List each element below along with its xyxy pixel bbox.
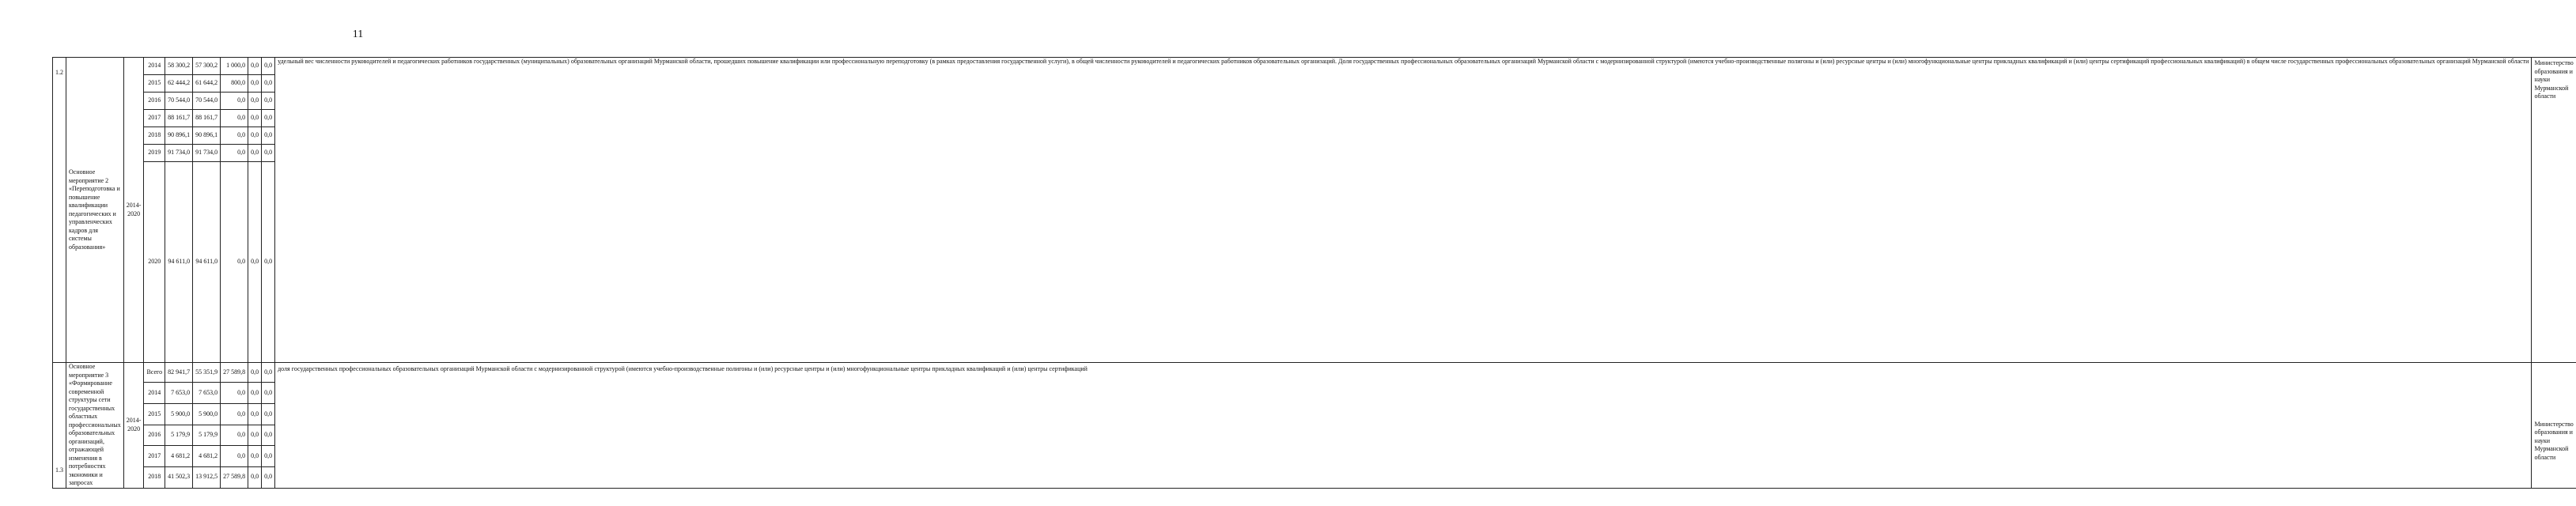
other-sources-cell: 0,0 xyxy=(262,446,275,467)
federal-budget-cell: 0,0 xyxy=(221,425,248,446)
other-sources-cell: 0,0 xyxy=(262,425,275,446)
other-sources-cell: 0,0 xyxy=(262,466,275,488)
total-cell: 90 896,1 xyxy=(165,127,193,145)
regional-budget-cell: 94 611,0 xyxy=(193,162,221,363)
total-cell: 7 653,0 xyxy=(165,383,193,404)
total-cell: 62 444,2 xyxy=(165,75,193,93)
regional-budget-cell: 55 351,9 xyxy=(193,363,221,383)
total-cell: 41 502,3 xyxy=(165,466,193,488)
total-cell: 94 611,0 xyxy=(165,162,193,363)
activity-description: Основное мероприятие 2 «Переподготовка и повышение квалификации педагогических и управленческих кадров для системы образования» xyxy=(66,58,124,363)
total-cell: 5 900,0 xyxy=(165,404,193,425)
regional-budget-cell: 57 300,2 xyxy=(193,58,221,75)
table-row xyxy=(53,363,2576,383)
activity-number: 1.2 xyxy=(53,58,66,363)
activity-number: 1.3 xyxy=(53,363,66,489)
year-cell: 2015 xyxy=(144,404,165,425)
other-sources-cell: 0,0 xyxy=(262,162,275,363)
program-activities-table xyxy=(52,57,2576,489)
other-sources-cell: 0,0 xyxy=(262,404,275,425)
year-cell: Всего xyxy=(144,363,165,383)
other-sources-cell: 0,0 xyxy=(262,127,275,145)
federal-budget-cell: 0,0 xyxy=(221,404,248,425)
local-budget-cell: 0,0 xyxy=(248,145,262,162)
federal-budget-cell: 0,0 xyxy=(221,127,248,145)
regional-budget-cell: 91 734,0 xyxy=(193,145,221,162)
total-cell: 5 179,9 xyxy=(165,425,193,446)
local-budget-cell: 0,0 xyxy=(248,425,262,446)
federal-budget-cell: 1 000,0 xyxy=(221,58,248,75)
other-sources-cell: 0,0 xyxy=(262,383,275,404)
year-cell: 2018 xyxy=(144,127,165,145)
local-budget-cell: 0,0 xyxy=(248,363,262,383)
year-cell: 2016 xyxy=(144,425,165,446)
page-number: 11 xyxy=(352,28,364,40)
regional-budget-cell: 88 161,7 xyxy=(193,110,221,127)
regional-budget-cell: 7 653,0 xyxy=(193,383,221,404)
regional-budget-cell: 5 179,9 xyxy=(193,425,221,446)
local-budget-cell: 0,0 xyxy=(248,466,262,488)
local-budget-cell: 0,0 xyxy=(248,110,262,127)
target-indicator: удельный вес численности руководителей и педагогических работников государственных (муниципальных) образовательных организаций Мурманской области, прошедших повышение квалификации или профессиональную переподготовку (в рамках предоставления государственной услуги), в общей численности руководителей и педагогических работников образовательных организаций. Доля государственных профессиональных образовательных организаций Мурманской области с модернизированной структурой (имеются учебно-производственные полигоны и (или) ресурсные центры и (или) многофункциональные центры прикладных квалификаций и (или) центры сертификаций профессиональных квалификаций) в общем числе государственных профессиональных образовательных организаций Мурманской области xyxy=(275,58,2532,363)
responsible-executor: Министерство образования и науки Мурманской области xyxy=(2532,363,2576,489)
federal-budget-cell: 0,0 xyxy=(221,145,248,162)
table-row xyxy=(53,58,2576,75)
federal-budget-cell: 0,0 xyxy=(221,110,248,127)
local-budget-cell: 0,0 xyxy=(248,162,262,363)
target-indicator: доля государственных профессиональных образовательных организаций Мурманской области с модернизированной структурой (имеются учебно-производственные полигоны и (или) ресурсные центры и (или) многофункциональные центры прикладных квалификаций и (или) центры сертификаций xyxy=(275,363,2532,489)
local-budget-cell: 0,0 xyxy=(248,58,262,75)
other-sources-cell: 0,0 xyxy=(262,110,275,127)
federal-budget-cell: 800,0 xyxy=(221,75,248,93)
responsible-executor: Министерство образования и науки Мурманской области xyxy=(2532,58,2576,363)
regional-budget-cell: 61 644,2 xyxy=(193,75,221,93)
total-cell: 4 681,2 xyxy=(165,446,193,467)
federal-budget-cell: 27 589,8 xyxy=(221,363,248,383)
regional-budget-cell: 13 912,5 xyxy=(193,466,221,488)
year-cell: 2017 xyxy=(144,110,165,127)
federal-budget-cell: 0,0 xyxy=(221,162,248,363)
federal-budget-cell: 27 589,8 xyxy=(221,466,248,488)
year-cell: 2016 xyxy=(144,93,165,110)
activity-description: Основное мероприятие 3 «Формирование современной структуры сети государственных областных профессиональных образовательных организаций, отражающей изменения в потребностях экономики и запросах xyxy=(66,363,124,489)
federal-budget-cell: 0,0 xyxy=(221,93,248,110)
local-budget-cell: 0,0 xyxy=(248,93,262,110)
total-cell: 82 941,7 xyxy=(165,363,193,383)
other-sources-cell: 0,0 xyxy=(262,93,275,110)
activity-period: 2014- 2020 xyxy=(123,363,144,489)
year-cell: 2018 xyxy=(144,466,165,488)
federal-budget-cell: 0,0 xyxy=(221,383,248,404)
total-cell: 91 734,0 xyxy=(165,145,193,162)
total-cell: 88 161,7 xyxy=(165,110,193,127)
local-budget-cell: 0,0 xyxy=(248,127,262,145)
regional-budget-cell: 70 544,0 xyxy=(193,93,221,110)
total-cell: 58 300,2 xyxy=(165,58,193,75)
local-budget-cell: 0,0 xyxy=(248,75,262,93)
regional-budget-cell: 4 681,2 xyxy=(193,446,221,467)
regional-budget-cell: 5 900,0 xyxy=(193,404,221,425)
year-cell: 2015 xyxy=(144,75,165,93)
local-budget-cell: 0,0 xyxy=(248,383,262,404)
year-cell: 2017 xyxy=(144,446,165,467)
year-cell: 2014 xyxy=(144,383,165,404)
other-sources-cell: 0,0 xyxy=(262,75,275,93)
other-sources-cell: 0,0 xyxy=(262,363,275,383)
year-cell: 2019 xyxy=(144,145,165,162)
year-cell: 2020 xyxy=(144,162,165,363)
year-cell: 2014 xyxy=(144,58,165,75)
regional-budget-cell: 90 896,1 xyxy=(193,127,221,145)
other-sources-cell: 0,0 xyxy=(262,58,275,75)
local-budget-cell: 0,0 xyxy=(248,446,262,467)
other-sources-cell: 0,0 xyxy=(262,145,275,162)
local-budget-cell: 0,0 xyxy=(248,404,262,425)
total-cell: 70 544,0 xyxy=(165,93,193,110)
activity-period: 2014- 2020 xyxy=(123,58,144,363)
federal-budget-cell: 0,0 xyxy=(221,446,248,467)
